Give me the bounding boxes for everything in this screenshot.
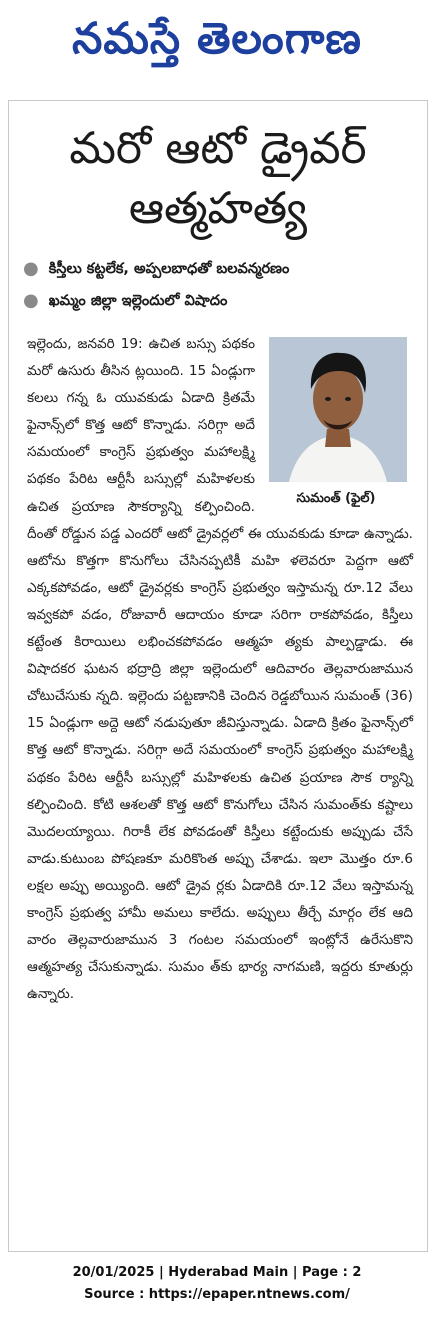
footer-source: Source : https://epaper.ntnews.com/ [84, 1287, 350, 1302]
portrait-illustration [269, 337, 407, 482]
subheads [23, 253, 427, 317]
footer-date-edition: 20/01/2025 | Hyderabad Main | Page : 2 [72, 1265, 362, 1280]
headline-line-2: ఆత్మహత్య [128, 183, 308, 234]
article-body [9, 325, 427, 1008]
photo-caption: సుమంత్ (ఫైల్) [296, 491, 376, 506]
bullet-icon: ● [23, 258, 39, 279]
masthead [0, 0, 434, 88]
article-headline [9, 119, 427, 239]
person-photo [269, 337, 407, 482]
headline-line-1: మరో ఆటో డ్రైవర్ [69, 123, 367, 174]
source-footer [0, 1262, 434, 1306]
subhead-text: ఖమ్మం జిల్లా ఇల్లెందులో విషాదం [48, 293, 228, 309]
subhead [23, 253, 427, 285]
bullet-icon: ● [23, 290, 39, 311]
subhead [23, 285, 427, 317]
newspaper-title: నమస్తే తెలంగాణ [72, 14, 362, 64]
news-clipping [8, 100, 428, 1252]
article-body-text: ఇల్లెందు, జనవరి 19: ఉచిత బస్సు పథకం మరో ఉసురు తీసిన ట్లయింది. 15 ఏండ్లుగా కలలు గన్న ఓ యువకుడు ఏడాది క్రితమే ఫైనాన్స్‌లో కొత్త ఆటో కొన్నాడు. సరిగ్గా అదే సమయంలో కాంగ్రెస్ ప్రభుత్వం మహాలక్ష్మి పథకం పేరిట ఆర్టీసీ బస్సుల్లో మహిళలకు ఉచిత ప్రయాణ సౌకర్యాన్ని కల్పించింది. దీంతో రోడ్డున పడ్డ ఎందరో ఆటో డ్రైవర్లలో ఈ యువకుడు కూడా ఉన్నాడు. ఆటోను కొత్తగా కొనుగోలు చేసినప్పటికీ మహి ళలెవరూ పెద్దగా ఆటో ఎక్కకపోవడం, ఆటో డ్రైవర్లకు కాంగ్రెస్ ప్రభుత్వం ఇస్తామన్న రూ.12 వేలు ఇవ్వకపో వడం, రోజువారీ ఆదాయం కూడా సరిగా రాకపోవడం, కిస్తీలు కట్టేంత కిరాయిలు లభించకపోవడం ఆత్మహ త్యకు పాల్పడ్డాడు. ఈ విషాదకర ఘటన భద్రాద్రి జిల్లా ఇల్లెందులో ఆదివారం తెల్లవారుజామున చోటుచేసుకు న్నది. ఇల్లెందు పట్టణానికి చెందిన రెడ్డబోయిన సుమంత్ (36) 15 ఏండ్లుగా అద్దె ఆటో నడుపుతూ జీవిస్తున్నాడు. ఏడాది క్రితం ఫైనాన్స్‌లో కొత్త ఆటో కొన్నాడు. సరిగ్గా అదే సమయంలో కాంగ్రెస్ ప్రభుత్వం మహాలక్ష్మి పథకం పేరిట ఆర్టీసీ బస్సుల్లో మహిళలకు ఉచిత ప్రయాణ సౌక ర్యాన్ని కల్పించింది. కోటి ఆశలతో కొత్త ఆటో కొనుగోలు చేసిన సుమంత్‌కు కష్టాలు మొదలయ్యాయి. గిరాకీ లేక పోవడంతో కిస్తీలు కట్టేందుకు అప్పుడు చేసే వాడు.కుటుంబ పోషణకూ మరికొంత అప్పు చేశాడు. ఇలా మొత్తం రూ.6 లక్షల అప్పు అయ్యింది. ఆటో డ్రైవ ర్లకు ఏడాదికి రూ.12 వేలు ఇస్తామన్న కాంగ్రెస్ ప్రభుత్వ హామీ అమలు కాలేదు. అప్పులు తీర్చే మార్గం లేక ఆది వారం తెల్లవారుజామున 3 గంటల సమయంలో ఇంట్లోనే ఉరేసుకొని ఆత్మహత్య చేసుకున్నాడు. సుమం త్‌కు భార్య నాగమణి, ఇద్దరు కూతుర్లు ఉన్నారు. [27, 336, 413, 1003]
subhead-text: కిస్తీలు కట్టలేక, అప్పలబాధతో బలవన్మరణం [48, 261, 290, 277]
photo-box [265, 337, 407, 510]
